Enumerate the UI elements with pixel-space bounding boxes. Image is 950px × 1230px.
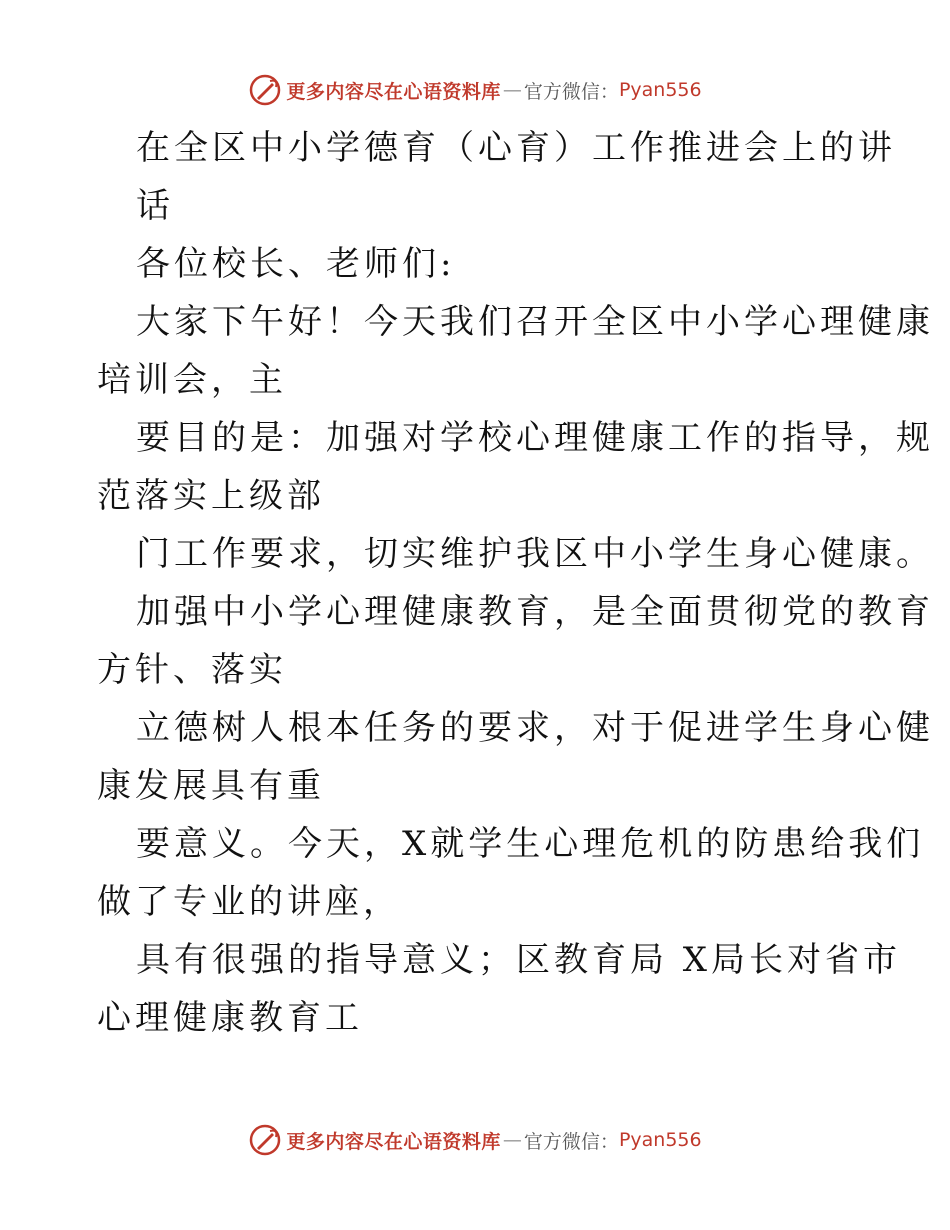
body-line: 心理健康教育工: [97, 998, 363, 1038]
body-line: 大家下午好！今天我们召开全区中小学心理健康: [136, 302, 934, 342]
watermark-wechat-label: 官方微信：: [523, 1130, 619, 1153]
watermark-banner-bottom: [0, 1120, 950, 1160]
body-line: 做了专业的讲座，: [97, 882, 401, 922]
body-line: 要目的是：加强对学校心理健康工作的指导，规: [136, 418, 934, 458]
salutation-line: 各位校长、老师们:: [136, 244, 456, 284]
body-line: 具有很强的指导意义；区教育局 X局长对省市: [136, 940, 902, 980]
title-line-2: 话: [136, 186, 174, 226]
body-line: 加强中小学心理健康教育，是全面贯彻党的教育: [136, 592, 934, 632]
watermark-wechat-label: 官方微信：: [523, 80, 619, 103]
body-line: 要意义。今天，X就学生心理危机的防患给我们: [136, 824, 925, 864]
quill-logo-icon: [248, 73, 282, 107]
watermark-main-text: 更多内容尽在心语资料库: [286, 1130, 501, 1153]
body-line: 方针、落实: [97, 650, 287, 690]
watermark-dash: —: [502, 79, 522, 101]
watermark-dash: —: [502, 1129, 522, 1151]
body-line: 门工作要求，切实维护我区中小学生身心健康。: [136, 534, 934, 574]
watermark-wechat-id: Pyan556: [618, 79, 702, 101]
body-line: 培训会，主: [97, 360, 287, 400]
title-line-1: 在全区中小学德育（心育）工作推进会上的讲: [136, 128, 896, 168]
body-line: 立德树人根本任务的要求，对于促进学生身心健: [136, 708, 934, 748]
quill-logo-icon: [248, 1123, 282, 1157]
body-line: 康发展具有重: [97, 766, 325, 806]
watermark-main-text: 更多内容尽在心语资料库: [286, 80, 501, 103]
watermark-banner-top: [0, 70, 950, 110]
body-line: 范落实上级部: [97, 476, 325, 516]
watermark-wechat-id: Pyan556: [618, 1129, 702, 1151]
